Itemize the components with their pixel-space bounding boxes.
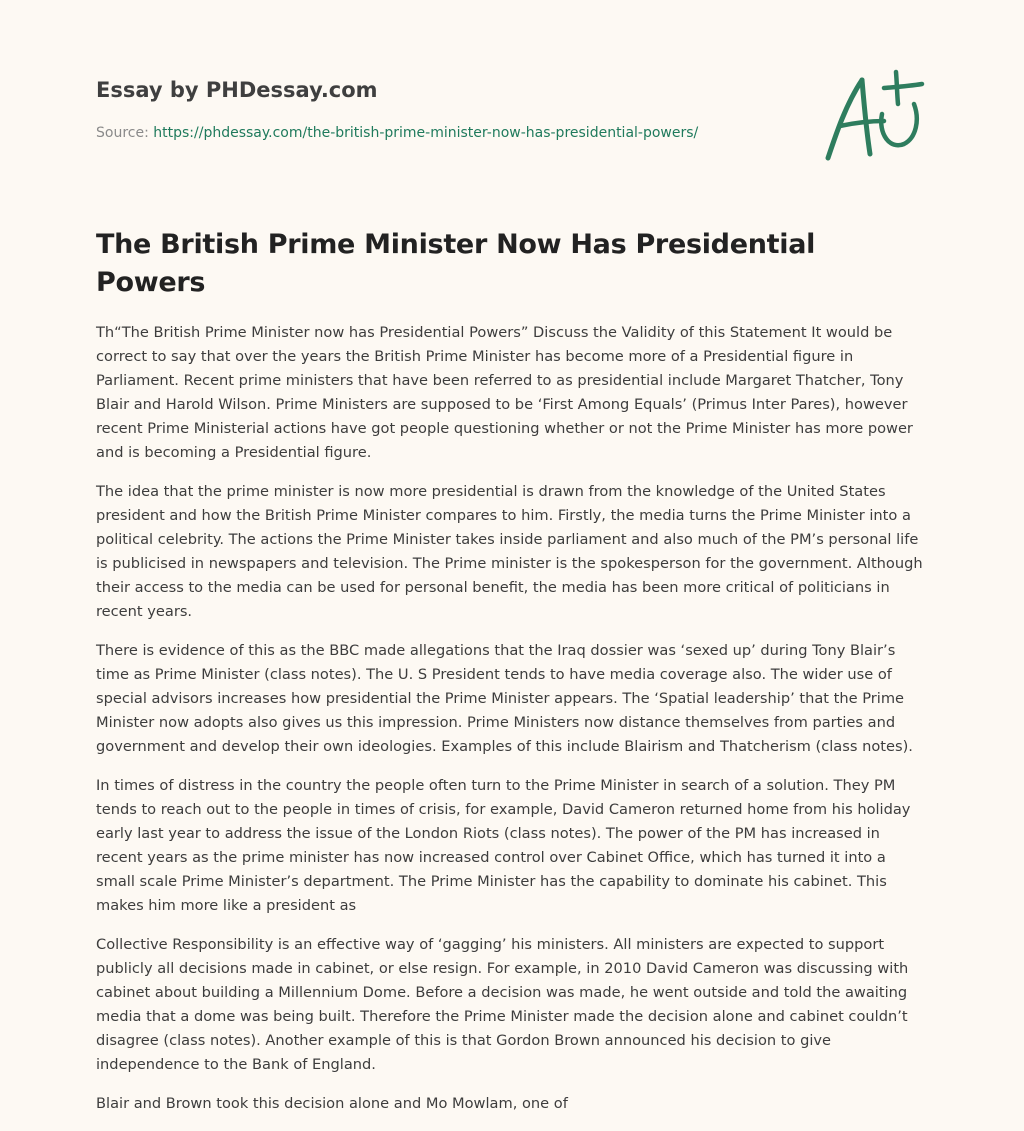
article-paragraph: Collective Responsibility is an effective way of ‘gagging’ his ministers. All ministers are expected to support publicly all decisions made in cabinet, or else resign. For example, in 2010 David Cameron was discussing with cabinet about building a Millennium Dome. Before a decision was made, he went outside and told the awaiting media that a dome was being built. Therefore the Prime Minister made the decision alone and cabinet couldn’t disagree (class notes). Another example of this is that Gordon Brown announced his decision to give independence to the Bank of England. xyxy=(96,936,909,1073)
site-title: Essay by PHDessay.com xyxy=(96,78,378,102)
article xyxy=(96,226,926,1131)
article-paragraph: In times of distress in the country the people often turn to the Prime Minister in search of a solution. They PM tends to reach out to the people in times of crisis, for example, David Cameron returned home from his holiday early last year to address the issue of the London Riots (class notes). The power of the PM has increased in recent years as the prime minister has now increased control over Cabinet Office, which has turned it into a small scale Prime Minister’s department. The Prime Minister has the capability to dominate his cabinet. This makes him more like a president as xyxy=(96,777,911,914)
article-paragraph: Th“The British Prime Minister now has Presidential Powers” Discuss the Validity of this Statement It would be correct to say that over the years the British Prime Minister has become more of a Presidential figure in Parliament. Recent prime ministers that have been referred to as presidential include Margaret Thatcher, Tony Blair and Harold Wilson. Prime Ministers are supposed to be ‘First Among Equals’ (Primus Inter Pares), however recent Prime Ministerial actions have got people questioning whether or not the Prime Minister has more power and is becoming a Presidential figure. xyxy=(96,324,913,461)
a-plus-logo-icon xyxy=(820,68,930,164)
source-link[interactable]: https://phdessay.com/the-british-prime-minister-now-has-presidential-powers/ xyxy=(153,125,699,141)
source-label: Source: xyxy=(96,125,154,141)
article-paragraph: Blair and Brown took this decision alone and Mo Mowlam, one of xyxy=(96,1095,568,1112)
article-paragraph: The idea that the prime minister is now more presidential is drawn from the knowledge of the United States president and how the British Prime Minister compares to him. Firstly, the media turns the Prime Minister into a political celebrity. The actions the Prime Minister takes inside parliament and also much of the PM’s personal life is publicised in newspapers and television. The Prime minister is the spokesperson for the government. Although their access to the media can be used for personal benefit, the media has been more critical of politicians in recent years. xyxy=(96,483,923,620)
source-line xyxy=(96,123,796,143)
article-paragraph: There is evidence of this as the BBC made allegations that the Iraq dossier was ‘sexed up’ during Tony Blair’s time as Prime Minister (class notes). The U. S President tends to have media coverage also. The wider use of special advisors increases how presidential the Prime Minister appears. The ‘Spatial leadership’ that the Prime Minister now adopts also gives us this impression. Prime Ministers now distance themselves from parties and government and develop their own ideologies. Examples of this include Blairism and Thatcherism (class notes). xyxy=(96,642,913,755)
article-title: The British Prime Minister Now Has Presidential Powers xyxy=(96,229,816,298)
page-header xyxy=(96,76,796,143)
